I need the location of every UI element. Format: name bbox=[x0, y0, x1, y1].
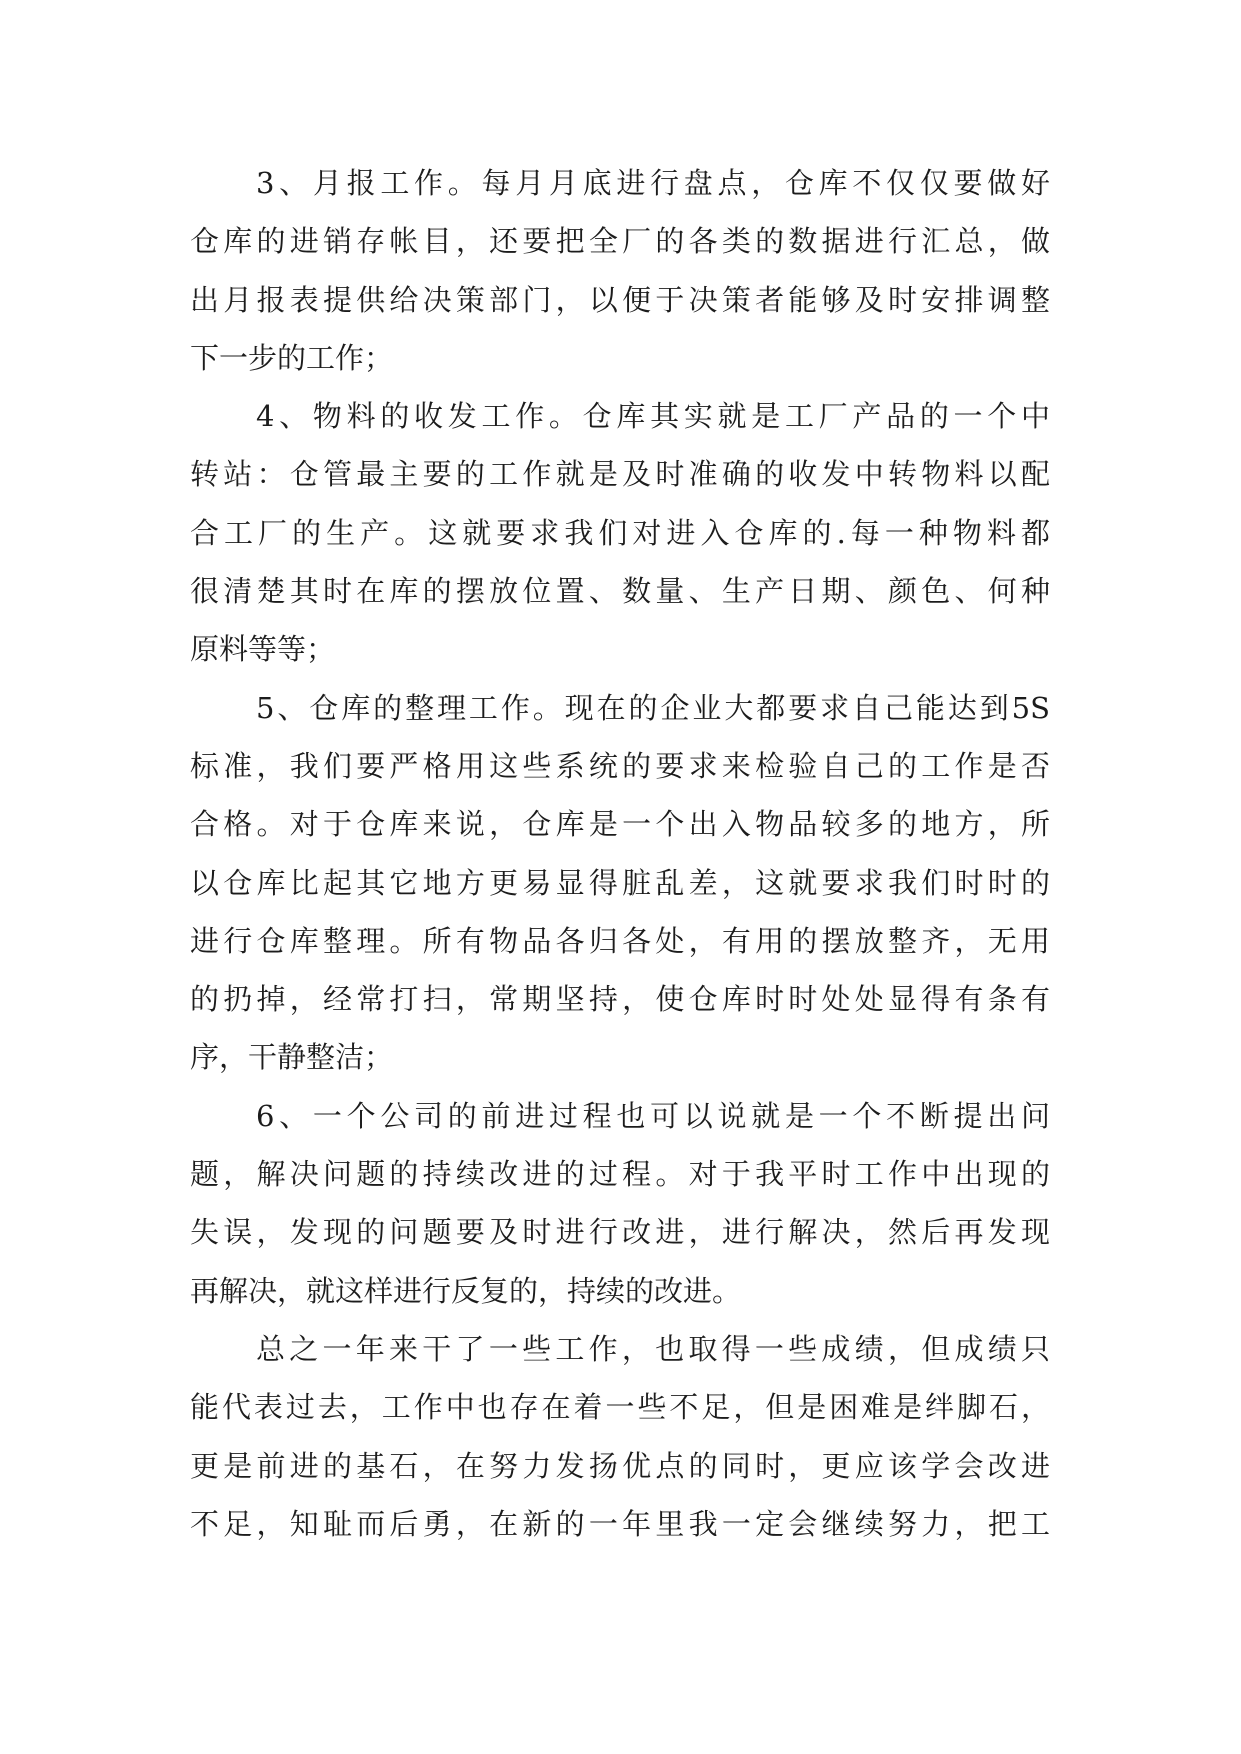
text-line: 的扔掉，经常打扫，常期坚持，使仓库时时处处显得有条有 bbox=[190, 982, 1050, 1017]
text-line: 再解决，就这样进行反复的，持续的改进。 bbox=[190, 1273, 742, 1308]
text-line: 不足，知耻而后勇，在新的一年里我一定会继续努力，把工 bbox=[190, 1506, 1050, 1541]
text-line: 以仓库比起其它地方更易显得脏乱差，这就要求我们时时的 bbox=[190, 865, 1050, 900]
text-line: 下一步的工作； bbox=[190, 340, 394, 375]
text-line: 3、月报工作。每月月底进行盘点，仓库不仅仅要做好 bbox=[256, 166, 1050, 200]
text-line: 6、一个公司的前进过程也可以说就是一个不断提出问 bbox=[256, 1098, 1050, 1133]
text-line: 仓库的进销存帐目，还要把全厂的各类的数据进行汇总，做 bbox=[190, 224, 1050, 259]
text-line: 合格。对于仓库来说，仓库是一个出入物品较多的地方，所 bbox=[190, 807, 1050, 842]
text-line: 出月报表提供给决策部门，以便于决策者能够及时安排调整 bbox=[190, 282, 1050, 317]
paragraph-continuous-improvement bbox=[190, 1087, 1050, 1320]
paragraph-summary bbox=[190, 1320, 1050, 1553]
text-line: 很清楚其时在库的摆放位置、数量、生产日期、颜色、何种 bbox=[190, 574, 1050, 609]
paragraph-material-dispatch bbox=[190, 387, 1050, 678]
body-text bbox=[190, 154, 1050, 1553]
paragraph-warehouse-organization bbox=[190, 679, 1050, 1087]
text-line: 题，解决问题的持续改进的过程。对于我平时工作中出现的 bbox=[190, 1157, 1050, 1192]
text-line: 原料等等； bbox=[190, 632, 336, 667]
text-line: 更是前进的基石，在努力发扬优点的同时，更应该学会改进 bbox=[190, 1448, 1050, 1483]
text-line: 进行仓库整理。所有物品各归各处，有用的摆放整齐，无用 bbox=[190, 923, 1050, 958]
text-line: 失误，发现的问题要及时进行改进，进行解决，然后再发现 bbox=[190, 1215, 1050, 1250]
text-line: 转站：仓管最主要的工作就是及时准确的收发中转物料以配 bbox=[190, 457, 1050, 492]
text-line: 总之一年来干了一些工作，也取得一些成绩，但成绩只 bbox=[256, 1331, 1050, 1366]
text-line: 5、仓库的整理工作。现在的企业大都要求自己能达到5S bbox=[256, 690, 1050, 725]
text-line: 标准，我们要严格用这些系统的要求来检验自己的工作是否 bbox=[190, 748, 1050, 783]
text-line: 合工厂的生产。这就要求我们对进入仓库的.每一种物料都 bbox=[190, 515, 1050, 550]
text-line: 4、物料的收发工作。仓库其实就是工厂产品的一个中 bbox=[256, 399, 1050, 434]
paragraph-monthly-report bbox=[190, 154, 1050, 387]
text-line: 能代表过去，工作中也存在着一些不足，但是困难是绊脚石， bbox=[190, 1390, 1050, 1425]
text-line: 序，干静整洁； bbox=[190, 1040, 394, 1075]
